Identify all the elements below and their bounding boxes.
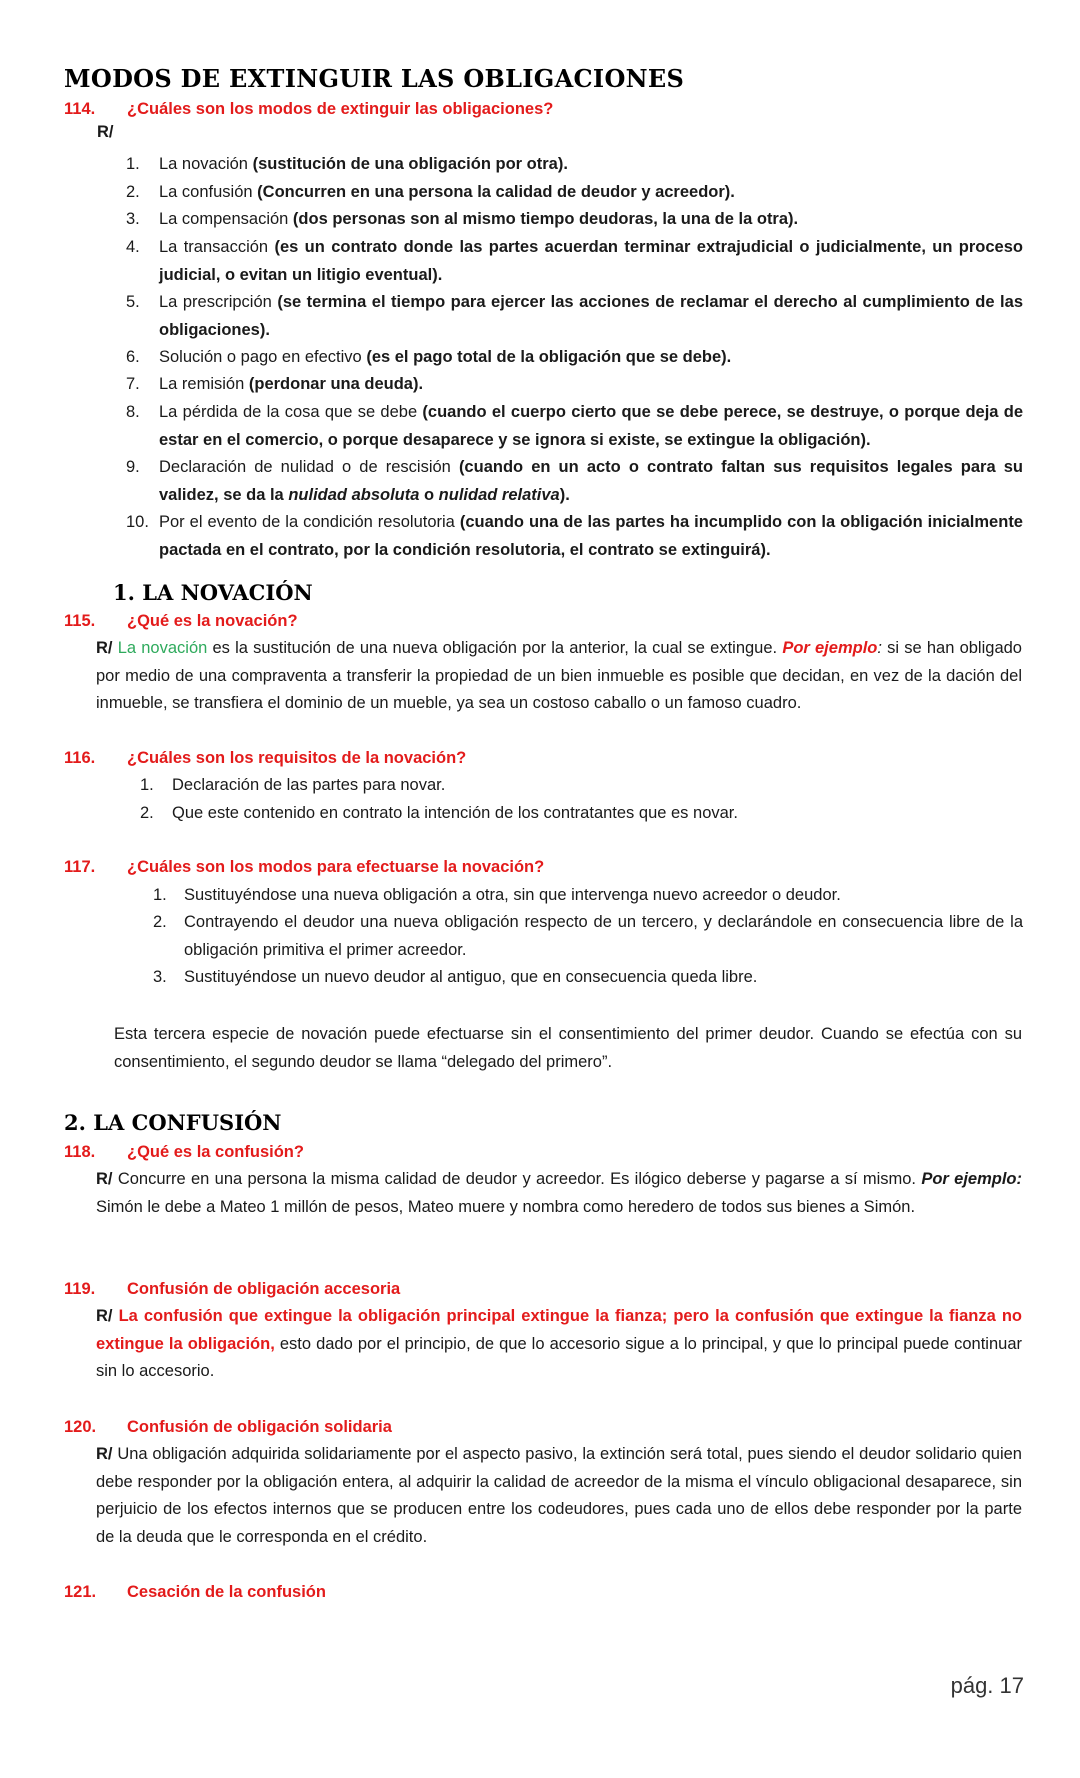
answer-prefix: R/: [96, 639, 113, 657]
answer-prefix: R/: [97, 123, 114, 141]
question-number: 117.: [64, 858, 96, 876]
question-121: [64, 1583, 326, 1602]
list-number: 10.: [126, 513, 149, 531]
item-text: Que este contenido en contrato la intención de los contratantes que es novar.: [172, 804, 738, 822]
list-item: [126, 234, 1023, 289]
list-number: 9.: [126, 458, 140, 476]
list-number: 7.: [126, 375, 140, 393]
list-number: 2.: [153, 913, 167, 931]
list-item: [126, 454, 1023, 509]
item-text: La novación: [159, 155, 253, 173]
list-number: 1.: [153, 886, 167, 904]
answer-text: Una obligación adquirida solidariamente por el aspecto pasivo, la extinción será total, pues siendo el deudor solidario quien debe responder por la obligación entera, al adquirir la calidad de acreedor de la misma el vínculo obligacional desaparece, sin perjuicio de los efectos internos que se producen entre los codeudores, pues cada uno de ellos debe responder por la parte de la deuda que le corresponda en el crédito.: [96, 1445, 1022, 1546]
question-119: [64, 1280, 400, 1299]
item-detail-italic: nulidad relativa: [438, 485, 560, 504]
page-title: MODOS DE EXTINGUIR LAS OBLIGACIONES: [64, 64, 685, 93]
list-number: 2.: [126, 183, 140, 201]
list-item: [153, 964, 1023, 992]
question-text: Confusión de obligación accesoria: [127, 1280, 401, 1298]
list-item: [126, 179, 1023, 207]
question-number: 115.: [64, 612, 96, 630]
item-detail: (es el pago total de la obligación que se debe).: [366, 348, 732, 366]
question-number: 121.: [64, 1583, 97, 1601]
answer-120: [96, 1441, 1022, 1551]
list-number: 3.: [153, 968, 167, 986]
answer-118: [96, 1166, 1022, 1221]
list-number: 1.: [126, 155, 140, 173]
item-text: Sustituyéndose una nueva obligación a otra, sin que intervenga nuevo acreedor o deudor.: [184, 886, 841, 904]
example-colon: :: [877, 639, 882, 657]
answer-text: Concurre en una persona la misma calidad de deudor y acreedor. Es ilógico deberse y pagarse a sí mismo.: [112, 1170, 922, 1188]
question-number: 120.: [64, 1418, 97, 1436]
page-number: pág. 17: [950, 1673, 1024, 1698]
answer-119: [96, 1303, 1022, 1386]
list-number: 6.: [126, 348, 140, 366]
answer-text: esto dado por el principio, de que lo accesorio sigue a lo principal, y que lo principal puede continuar sin lo accesorio.: [96, 1334, 1023, 1380]
list-number: 1.: [140, 776, 154, 794]
list-item: [126, 289, 1023, 344]
item-text: Por el evento de la condición resolutoria: [159, 513, 460, 531]
list-item: [126, 509, 1023, 564]
list-number: 3.: [126, 210, 140, 228]
question-text: Cesación de la confusión: [127, 1583, 326, 1601]
list-item: [126, 344, 1023, 372]
question-number: 118.: [64, 1143, 96, 1161]
list-item: [140, 800, 1020, 828]
question-text: ¿Qué es la confusión?: [127, 1143, 304, 1161]
item-text: Declaración de nulidad o de rescisión: [159, 458, 459, 476]
item-text: La remisión: [159, 375, 249, 393]
item-detail: (cuando una de las partes ha incumplido con la obligación inicialmente pactada en el contrato, por la condición resolutoria, el contrato se extinguirá).: [159, 513, 1023, 559]
item-text: La pérdida de la cosa que se debe: [159, 403, 423, 421]
question-number: 114.: [64, 100, 96, 118]
highlighted-term: La novación: [117, 639, 208, 657]
item-text: Declaración de las partes para novar.: [172, 776, 446, 794]
item-detail: (cuando el cuerpo cierto que se debe perece, se destruye, o porque deja de estar en el comercio, o porque desaparece y se ignora si existe, se extingue la obligación).: [159, 403, 1024, 449]
answer-prefix: R/: [96, 1307, 113, 1325]
answer-115: [96, 635, 1022, 718]
answer-prefix: R/: [96, 1170, 113, 1188]
item-text: Contrayendo el deudor una nueva obligación respecto de un tercero, y declarándole en consecuencia libre de la obligación primitiva el primer acreedor.: [184, 913, 1023, 959]
question-text: ¿Cuáles son los modos para efectuarse la novación?: [127, 858, 545, 876]
list-item: [153, 909, 1023, 964]
item-detail: o: [419, 485, 439, 504]
item-detail: (es un contrato donde las partes acuerdan terminar extrajudicial o judicialmente, un proceso judicial, o evitan un litigio eventual).: [159, 238, 1023, 284]
item-text: La prescripción: [159, 293, 278, 311]
answer-prefix: R/: [96, 1445, 113, 1463]
answer-text: si se han obligado por medio de una compraventa a transferir la propiedad de un bien inmueble es posible que decidan, en vez de la dación del inmueble, se transfiera el dominio de un mueble, ya sea un costoso caballo o un famoso cuadro.: [96, 639, 1022, 712]
example-label: Por ejemplo: [782, 639, 878, 657]
item-text: La transacción: [159, 238, 275, 256]
item-detail: ).: [559, 485, 570, 504]
item-text: Solución o pago en efectivo: [159, 348, 367, 366]
section-heading-novacion: 1. LA NOVACIÓN: [113, 580, 313, 605]
question-number: 116.: [64, 749, 96, 767]
list-item: [140, 772, 1020, 800]
item-text: La compensación: [159, 210, 293, 228]
question-number: 119.: [64, 1280, 96, 1298]
question-117: [64, 858, 544, 877]
item-detail: (Concurren en una persona la calidad de deudor y acreedor).: [257, 183, 735, 201]
example-label: Por ejemplo:: [921, 1170, 1022, 1188]
highlighted-rule: La confusión que extingue la obligación principal extingue la fianza; pero la confusión que extingue la fianza no extingue la obligación,: [96, 1307, 1022, 1353]
list-item: [153, 882, 1023, 910]
note-paragraph: Esta tercera especie de novación puede efectuarse sin el consentimiento del primer deudor. Cuando se efectúa con su consentimiento, el segundo deudor se llama “delegado del primero”.: [114, 1025, 1022, 1071]
list-number: 8.: [126, 403, 140, 421]
question-text: ¿Cuáles son los requisitos de la novación?: [127, 749, 467, 767]
list-number: 2.: [140, 804, 154, 822]
list-number: 4.: [126, 238, 140, 256]
question-114: [64, 100, 553, 119]
list-item: [126, 151, 1023, 179]
question-text: Confusión de obligación solidaria: [127, 1418, 392, 1436]
item-detail: (se termina el tiempo para ejercer las acciones de reclamar el derecho al cumplimiento de las obligaciones).: [159, 293, 1023, 339]
item-detail: (sustitución de una obligación por otra).: [252, 155, 568, 173]
question-text: ¿Cuáles son los modos de extinguir las obligaciones?: [127, 100, 554, 118]
list-item: [126, 399, 1023, 454]
item-detail: (perdonar una deuda).: [248, 375, 424, 393]
question-120: [64, 1418, 392, 1437]
list-item: [126, 371, 1023, 399]
question-115: [64, 612, 298, 631]
answer-text: es la sustitución de una nueva obligación por la anterior, la cual se extingue.: [207, 639, 783, 657]
item-detail: (dos personas son al mismo tiempo deudoras, la una de la otra).: [292, 210, 799, 228]
section-heading-confusion: 2. LA CONFUSIÓN: [64, 1110, 282, 1135]
item-detail: (cuando en un acto o contrato faltan sus requisitos legales para su validez, se da la: [159, 458, 1023, 504]
list-number: 5.: [126, 293, 140, 311]
list-item: [126, 206, 1023, 234]
item-text: La confusión: [159, 183, 258, 201]
item-text: Sustituyéndose un nuevo deudor al antiguo, que en consecuencia queda libre.: [184, 968, 758, 986]
question-116: [64, 749, 466, 768]
answer-text: Simón le debe a Mateo 1 millón de pesos, Mateo muere y nombra como heredero de todos sus bienes a Simón.: [96, 1197, 916, 1216]
question-text: ¿Qué es la novación?: [127, 612, 298, 630]
question-118: [64, 1143, 304, 1162]
item-detail-italic: nulidad absoluta: [288, 485, 420, 504]
